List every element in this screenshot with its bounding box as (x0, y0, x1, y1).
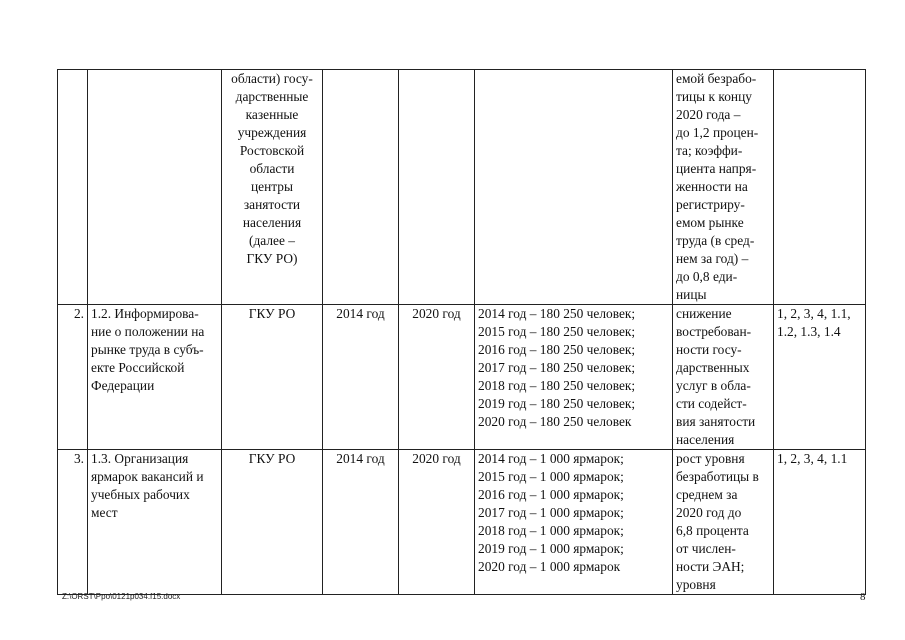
cell-line: 2020 год до (676, 505, 742, 520)
cell-line: 2019 год – 180 250 человек; (478, 396, 636, 411)
cell-line: 6,8 процента (676, 523, 749, 538)
cell-expected-result (673, 305, 774, 450)
cell-start-year (323, 305, 399, 450)
cell-line: 2015 год – 180 250 человек; (478, 324, 636, 339)
cell-line: 2020 год – 1 000 ярмарок (478, 559, 621, 574)
table-body (58, 70, 866, 595)
cell-start-year (323, 450, 399, 595)
table-row (58, 450, 866, 595)
cell-linked-indicators (774, 450, 866, 595)
cell-line: 2020 года – (676, 107, 741, 122)
cell-line: 1.2. Информирова- (91, 306, 199, 321)
cell-line: центры (251, 179, 293, 194)
cell-text: 2020 год (412, 306, 461, 321)
cell-line: емом рынке (676, 215, 744, 230)
table-row (58, 305, 866, 450)
cell-end-year (399, 450, 475, 595)
cell-text: 2014 год (336, 306, 385, 321)
cell-executor (222, 305, 323, 450)
cell-measure-name (88, 305, 222, 450)
cell-line: циента напря- (676, 161, 757, 176)
cell-line: 2016 год – 1 000 ярмарок; (478, 487, 624, 502)
cell-line: 2019 год – 1 000 ярмарок; (478, 541, 624, 556)
cell-line: от числен- (676, 541, 736, 556)
cell-indicators (475, 305, 673, 450)
cell-line: казенные (245, 107, 299, 122)
cell-end-year (399, 70, 475, 305)
cell-line: учреждения (237, 125, 307, 140)
cell-linked-indicators (774, 305, 866, 450)
cell-executor (222, 450, 323, 595)
cell-line: 2018 год – 180 250 человек; (478, 378, 636, 393)
cell-line: снижение (676, 306, 732, 321)
cell-start-year (323, 70, 399, 305)
cell-number (58, 70, 88, 305)
cell-line: 2017 год – 1 000 ярмарок; (478, 505, 624, 520)
cell-text: 1, 2, 3, 4, 1.1, 1.2, 1.3, 1.4 (777, 306, 851, 339)
cell-line: услуг в обла- (676, 378, 751, 393)
footer-file-path: Z:\ORST\Ppo\0121p034.f15.docx (62, 592, 181, 601)
cell-line: 2016 год – 180 250 человек; (478, 342, 636, 357)
cell-line: среднем за (676, 487, 738, 502)
cell-text: 1, 2, 3, 4, 1.1 (777, 451, 848, 466)
cell-line: регистриру- (676, 197, 745, 212)
cell-line: ние о положении на (91, 324, 205, 339)
cell-line: рост уровня (676, 451, 745, 466)
cell-line: мест (91, 505, 118, 520)
cell-expected-result (673, 70, 774, 305)
cell-line: сти содейст- (676, 396, 747, 411)
cell-line: до 0,8 еди- (676, 269, 738, 284)
cell-line: учебных рабочих (91, 487, 190, 502)
cell-line: ярмарок вакансий и (91, 469, 204, 484)
cell-number (58, 305, 88, 450)
cell-line: ГКУ РО (248, 306, 296, 321)
cell-line: та; коэффи- (676, 143, 743, 158)
cell-expected-result (673, 450, 774, 595)
cell-line: уровня (676, 577, 716, 592)
cell-measure-name (88, 70, 222, 305)
cell-line: населения (676, 432, 735, 447)
cell-line: 2014 год – 180 250 человек; (478, 306, 636, 321)
cell-line: женности на (676, 179, 748, 194)
cell-line: Ростовской (239, 143, 305, 158)
cell-linked-indicators (774, 70, 866, 305)
cell-line: до 1,2 процен- (676, 125, 759, 140)
cell-line: тицы к концу (676, 89, 752, 104)
cell-text: 3. (73, 451, 84, 466)
table-row (58, 70, 866, 305)
cell-number (58, 450, 88, 595)
cell-line: 2015 год – 1 000 ярмарок; (478, 469, 624, 484)
cell-line: 2014 год – 1 000 ярмарок; (478, 451, 624, 466)
cell-line: области) госу- (231, 71, 313, 86)
cell-measure-name (88, 450, 222, 595)
cell-line: безработицы в (676, 469, 759, 484)
cell-line: труда (в сред- (676, 233, 755, 248)
cell-line: рынке труда в субъ- (91, 342, 204, 357)
cell-line: Федерации (91, 378, 155, 393)
cell-indicators (475, 450, 673, 595)
cell-text: 2. (73, 306, 84, 321)
cell-line: дарственные (235, 89, 309, 104)
cell-text: 2020 год (412, 451, 461, 466)
cell-line: 2017 год – 180 250 человек; (478, 360, 636, 375)
cell-line: дарственных (676, 360, 750, 375)
cell-text: 2014 год (336, 451, 385, 466)
cell-line: занятости (243, 197, 301, 212)
cell-line: емой безрабо- (676, 71, 757, 86)
cell-line: нем за год) – (676, 251, 749, 266)
cell-line: 2020 год – 180 250 человек (478, 414, 632, 429)
page-number: 8 (860, 591, 866, 603)
cell-line: 1.3. Организация (91, 451, 189, 466)
cell-line: ницы (676, 287, 707, 302)
cell-line: екте Российской (91, 360, 185, 375)
cell-line: ности госу- (676, 342, 742, 357)
program-table (57, 69, 866, 595)
cell-line: ности ЭАН; (676, 559, 745, 574)
cell-line: ГКУ РО) (246, 251, 298, 266)
cell-line: 2018 год – 1 000 ярмарок; (478, 523, 624, 538)
cell-indicators (475, 70, 673, 305)
cell-line: (далее – (249, 233, 295, 248)
cell-executor (222, 70, 323, 305)
cell-end-year (399, 305, 475, 450)
cell-line: вия занятости (676, 414, 756, 429)
cell-line: ГКУ РО (248, 451, 296, 466)
cell-line: населения (242, 215, 302, 230)
cell-line: области (249, 161, 295, 176)
cell-line: востребован- (676, 324, 752, 339)
